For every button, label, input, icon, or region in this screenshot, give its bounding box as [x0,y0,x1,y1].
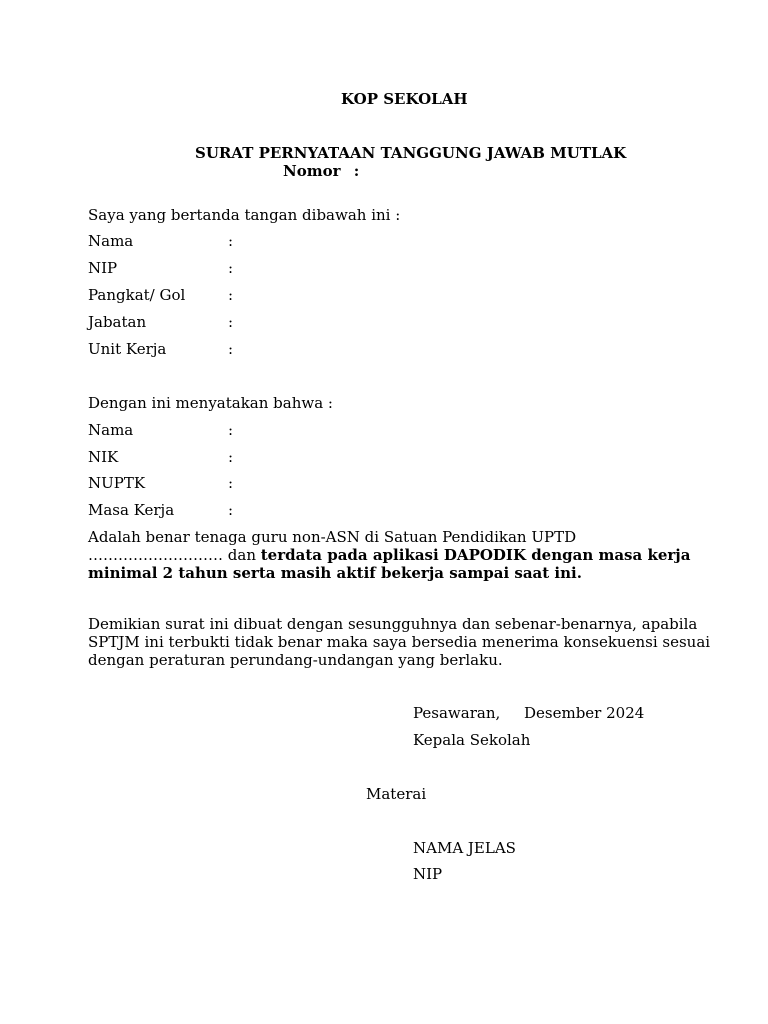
field-label-nuptk: NUPTK [88,474,146,492]
field-colon: : [228,474,234,492]
statement-bold-part2: minimal 2 tahun serta masih aktif bekerja sampai saat ini. [88,564,582,582]
signature-date: Desember 2024 [524,704,645,722]
closing-line2: SPTJM ini terbukti tidak benar maka saya bersedia menerima konsekuensi sesuai [88,633,711,651]
signature-nip: NIP [413,865,443,883]
field-colon: : [228,313,234,331]
closing-line1: Demikian surat ini dibuat dengan sesungguhnya dan sebenar-benarnya, apabila [88,615,698,633]
statement-line2 [88,545,690,565]
section2-intro: Dengan ini menyatakan bahwa : [88,394,333,412]
field-label-jabatan: Jabatan [88,313,147,331]
materai-label: Materai [366,785,427,803]
field-colon: : [228,340,234,358]
nomor-line [283,161,359,181]
field-colon: : [228,421,234,439]
statement-line1: Adalah benar tenaga guru non-ASN di Satuan Pendidikan UPTD [88,528,577,546]
field-colon: : [228,286,234,304]
signature-role: Kepala Sekolah [413,731,531,749]
closing-line3: dengan peraturan perundang-undangan yang berlaku. [88,651,503,669]
nomor-label: Nomor [283,162,341,180]
field-colon: : [228,501,234,519]
statement-bold-part1: terdata pada aplikasi DAPODIK dengan masa kerja [260,546,691,564]
field-label-nik: NIK [88,448,119,466]
section1-intro: Saya yang bertanda tangan dibawah ini : [88,206,401,224]
kop-sekolah-heading: KOP SEKOLAH [341,90,468,108]
document-title: SURAT PERNYATAAN TANGGUNG JAWAB MUTLAK [195,144,627,162]
field-label-nip: NIP [88,259,118,277]
signature-place: Pesawaran, [413,704,501,722]
nomor-colon: : [353,162,360,180]
signature-name: NAMA JELAS [413,839,516,857]
field-colon: : [228,232,234,250]
field-label-pangkat-gol: Pangkat/ Gol [88,286,186,304]
field-label-nama: Nama [88,232,134,250]
statement-dots: ……………………… dan [88,546,261,564]
field-label-masa-kerja: Masa Kerja [88,501,175,519]
field-label-unit-kerja: Unit Kerja [88,340,167,358]
field-colon: : [228,448,234,466]
field-label-nama: Nama [88,421,134,439]
field-colon: : [228,259,234,277]
